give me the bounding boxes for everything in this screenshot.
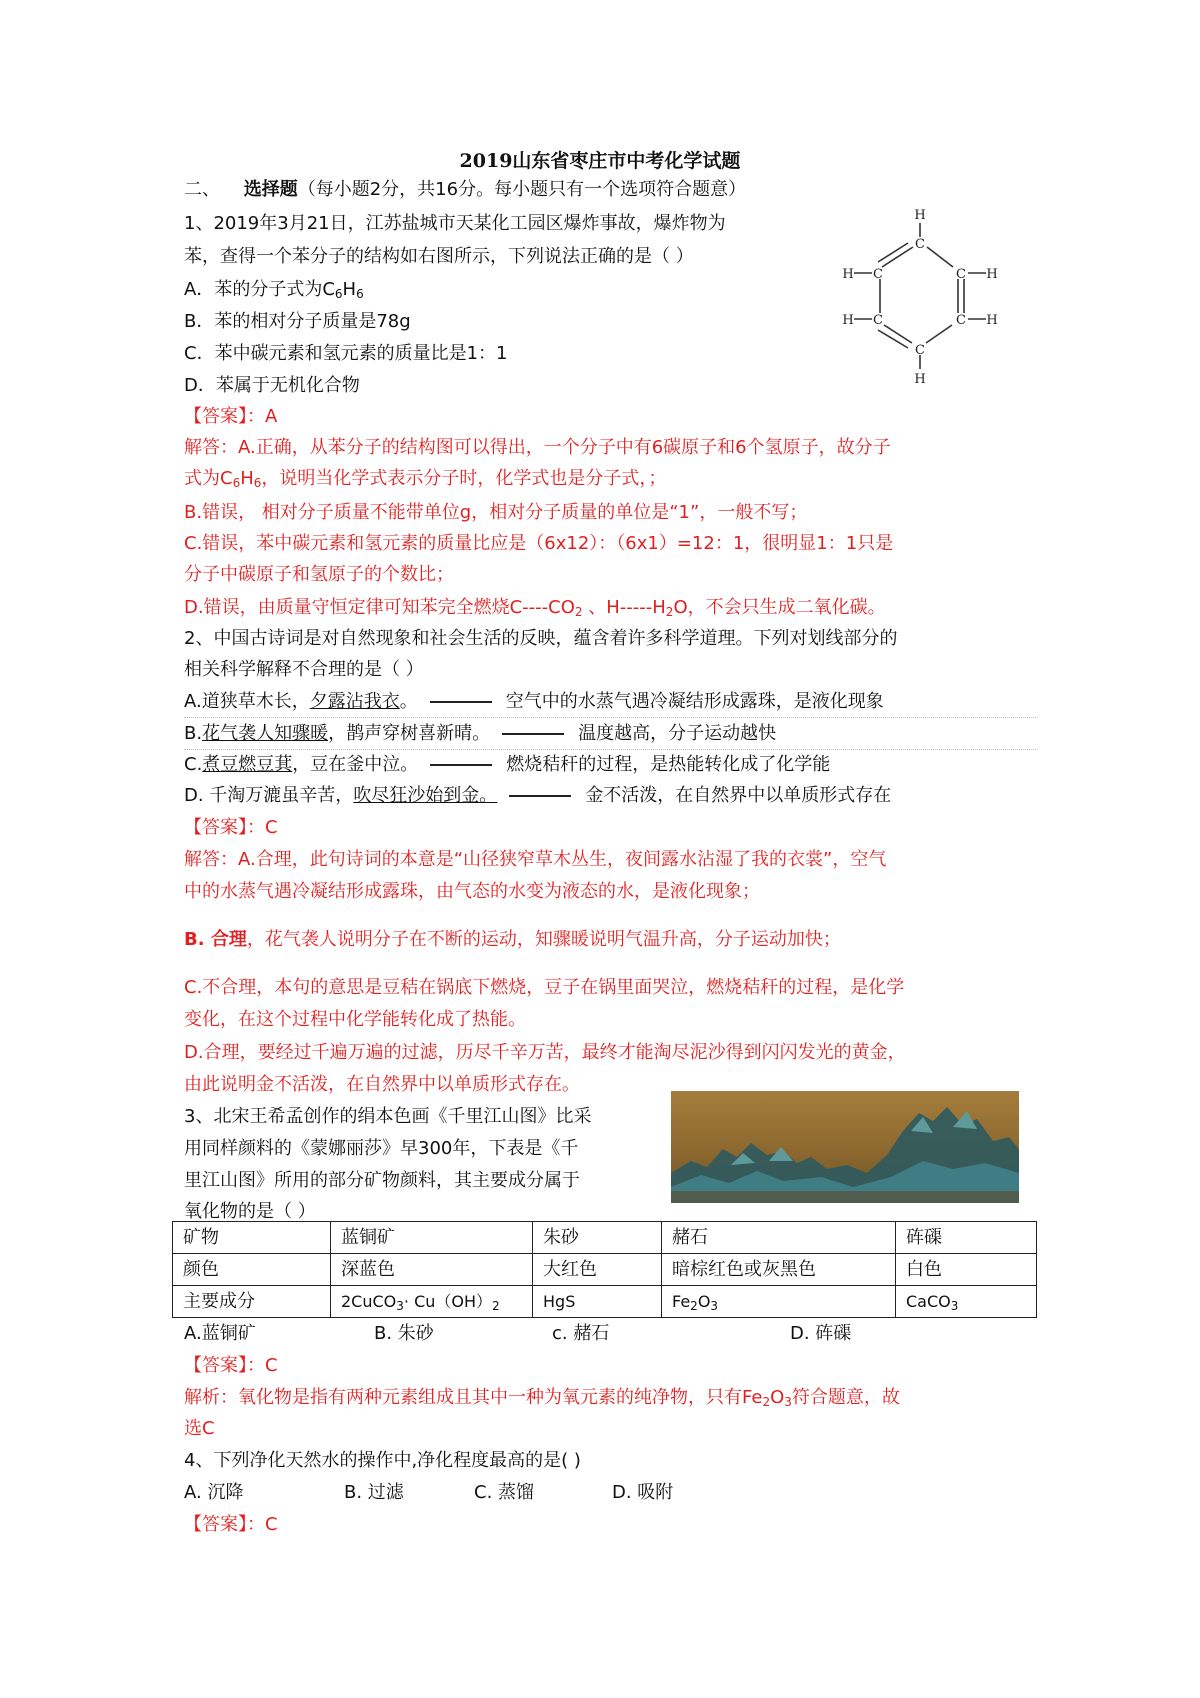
q4-option-c: C. 蒸馏 xyxy=(474,1482,535,1503)
table-cell: 朱砂 xyxy=(533,1222,662,1254)
q2-explanation-line1: 解答：A.合理，此句诗词的本意是“山径狭窄草木丛生，夜间露水沾湿了我的衣裳”，空气 xyxy=(184,849,887,870)
table-row xyxy=(173,1286,1037,1318)
q2-explanation-line7: 由此说明金不活泼，在自然界中以单质形式存在。 xyxy=(184,1074,580,1095)
dotted-rule xyxy=(184,749,1036,750)
q2-explanation-line5: 变化，在这个过程中化学能转化成了热能。 xyxy=(184,1009,526,1030)
table-cell: 砗磲 xyxy=(896,1222,1037,1254)
q4-option-a: A. 沉降 xyxy=(184,1482,244,1503)
section-name: 选择题 xyxy=(243,179,298,200)
table-cell: 2CuCO$_3$· $Cu(OH)_2$ xyxy=(331,1286,533,1318)
q2-stem-line1: 2、中国古诗词是对自然现象和社会生活的反映，蕴含着许多科学道理。下列对划线部分的 xyxy=(184,628,898,649)
table-cell: 主要成分 xyxy=(173,1286,331,1318)
table-cell: 白色 xyxy=(896,1254,1037,1286)
q1-answer: 【答案】：A xyxy=(184,406,278,427)
q1-explanation-line4: C.错误，苯中碳元素和氢元素的质量比应是（6x12）：（6x1）=12：1，很明显1：1只是 xyxy=(184,533,894,554)
benzene-label-h: H xyxy=(842,267,854,282)
benzene-label-c: C xyxy=(915,343,925,358)
dash-separator xyxy=(430,701,492,703)
benzene-label-h: H xyxy=(986,313,998,328)
table-cell: CaCO$_3$ xyxy=(896,1286,1037,1318)
q1-option-c: C．苯中碳元素和氢元素的质量比是1：1 xyxy=(184,343,508,364)
mineral-pigment-table xyxy=(172,1221,1037,1318)
q2-answer: 【答案】：C xyxy=(184,817,278,838)
section-note: （每小题2分，共16分。每小题只有一个选项符合题意） xyxy=(297,179,747,200)
q3-option-b: B. 朱砂 xyxy=(374,1323,434,1344)
page-title: 2019山东省枣庄市中考化学试题 xyxy=(459,150,741,172)
q1-explanation-line3: B.错误， 相对分子质量不能带单位g，相对分子质量的单位是“1”，一般不写； xyxy=(184,502,808,523)
benzene-label-h: H xyxy=(842,313,854,328)
q2-option-b: B.花气袭人知骤暖，鹊声穿树喜新晴。 温度越高，分子运动越快 xyxy=(184,723,777,744)
table-cell: 矿物 xyxy=(173,1222,331,1254)
q3-stem-line1: 3、北宋王希孟创作的绢本色画《千里江山图》比采 xyxy=(184,1106,592,1127)
dash-separator xyxy=(502,733,564,735)
benzene-label-c: C xyxy=(956,313,966,328)
q2-option-d: D. 千淘万漉虽辛苦，吹尽狂沙始到金。 金不活泼，在自然界中以单质形式存在 xyxy=(184,785,892,806)
q4-stem: 4、下列净化天然水的操作中,净化程度最高的是( ) xyxy=(184,1450,581,1471)
q1-explanation-line2: 式为$C_6H_6$，说明当化学式表示分子时，化学式也是分子式，； xyxy=(184,468,667,490)
q3-option-c: c. 赭石 xyxy=(552,1323,610,1344)
benzene-label-c: C xyxy=(915,237,925,252)
table-cell: $Fe_2O_3$ xyxy=(662,1286,896,1318)
table-row xyxy=(173,1254,1037,1286)
q2-explanation-line2: 中的水蒸气遇冷凝结形成露珠，由气态的水变为液态的水，是液化现象； xyxy=(184,881,760,902)
q1-explanation-line5: 分子中碳原子和氢原子的个数比； xyxy=(184,564,454,585)
benzene-label-c: C xyxy=(873,267,883,282)
table-cell: 赭石 xyxy=(662,1222,896,1254)
dotted-rule xyxy=(184,717,1036,718)
q3-stem-line2: 用同样颜料的《蒙娜丽莎》早300年，下表是《千 xyxy=(184,1138,579,1159)
q1-explanation-line6: D.错误，由质量守恒定律可知苯完全燃烧$C----CO_2$ 、$H-----H_2O$，不会只生成二氧化碳。 xyxy=(184,597,886,619)
table-cell: 蓝铜矿 xyxy=(331,1222,533,1254)
q2-explanation-line3: B. 合理，花气袭人说明分子在不断的运动，知骤暖说明气温升高，分子运动加快； xyxy=(184,929,841,950)
table-row xyxy=(173,1222,1037,1254)
q3-options xyxy=(184,1322,851,1346)
table-cell: HgS xyxy=(533,1286,662,1318)
section-heading xyxy=(184,178,746,202)
q3-option-a: A.蓝铜矿 xyxy=(184,1323,256,1344)
q1-option-a: A．苯的分子式为$C_6H_6$ xyxy=(184,279,364,301)
benzene-label-c: C xyxy=(873,313,883,328)
q1-stem-line2: 苯，查得一个苯分子的结构如右图所示，下列说法正确的是（ ） xyxy=(184,246,694,267)
q2-explanation-line4: C.不合理，本句的意思是豆秸在锅底下燃烧，豆子在锅里面哭泣，燃烧秸秆的过程，是化学 xyxy=(184,977,905,998)
benzene-label-h: H xyxy=(914,372,926,387)
q4-option-b: B. 过滤 xyxy=(344,1482,404,1503)
q1-option-d: D．苯属于无机化合物 xyxy=(184,375,360,396)
q2-option-a: A.道狭草木长，夕露沾我衣。 空气中的水蒸气遇冷凝结形成露珠，是液化现象 xyxy=(184,691,884,712)
table-cell: 大红色 xyxy=(533,1254,662,1286)
landscape-painting-image xyxy=(671,1091,1019,1203)
q2-stem-line2: 相关科学解释不合理的是（ ） xyxy=(184,659,424,680)
section-number: 二、 xyxy=(184,179,220,200)
q2-option-c: C.煮豆燃豆萁，豆在釜中泣。 燃烧秸秆的过程，是热能转化成了化学能 xyxy=(184,754,831,775)
q3-stem-line3: 里江山图》所用的部分矿物颜料，其主要成分属于 xyxy=(184,1170,580,1191)
q1-option-b: B．苯的相对分子质量是78g xyxy=(184,311,411,332)
q3-stem-line4: 氧化物的是（ ） xyxy=(184,1201,316,1222)
benzene-structure-figure xyxy=(840,205,1000,390)
table-cell: 暗棕红色或灰黑色 xyxy=(662,1254,896,1286)
q1-explanation-line1: 解答：A.正确，从苯分子的结构图可以得出，一个分子中有6碳原子和6个氢原子，故分子 xyxy=(184,437,891,458)
table-cell: 颜色 xyxy=(173,1254,331,1286)
q3-answer: 【答案】：C xyxy=(184,1355,278,1376)
q1-stem-line1: 1、2019年3月21日，江苏盐城市天某化工园区爆炸事故，爆炸物为 xyxy=(184,213,726,234)
q2-explanation-line6: D.合理，要经过千遍万遍的过滤，历尽千辛万苦，最终才能淘尽泥沙得到闪闪发光的黄金， xyxy=(184,1042,906,1063)
benzene-label-h: H xyxy=(914,208,926,223)
q3-explanation-line1: 解析：氧化物是指有两种元素组成且其中一种为氧元素的纯净物，只有$Fe_2O_3$符合题意，故 xyxy=(184,1387,900,1409)
q3-explanation-line2: 选C xyxy=(184,1418,215,1439)
table-cell: 深蓝色 xyxy=(331,1254,533,1286)
benzene-label-c: C xyxy=(956,267,966,282)
benzene-label-h: H xyxy=(986,267,998,282)
q4-options xyxy=(184,1481,673,1505)
dash-separator xyxy=(430,764,492,766)
q3-option-d: D. 砗磲 xyxy=(790,1323,852,1344)
q4-option-d: D. 吸附 xyxy=(612,1482,674,1503)
dash-separator xyxy=(509,795,571,797)
q4-answer: 【答案】：C xyxy=(184,1514,278,1535)
